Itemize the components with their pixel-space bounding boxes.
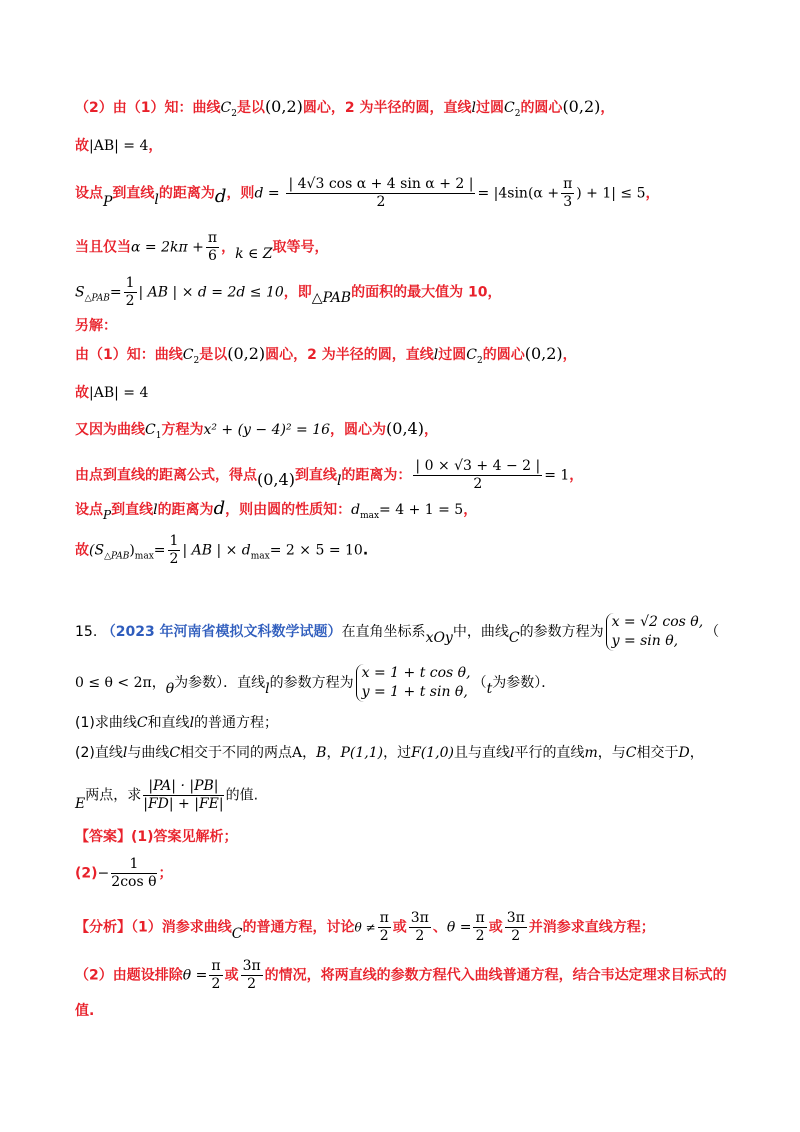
math-range: 0 ≤ θ < 2π — [75, 675, 152, 691]
text: 平行的直线 — [514, 745, 585, 761]
text: (2)直线 — [75, 745, 123, 761]
question-source: （2023 年河南省模拟文科数学试题） — [101, 624, 342, 640]
math-S: S — [75, 284, 85, 301]
text: 过圆 — [475, 100, 504, 116]
system-row: x = √2 cos θ, — [611, 614, 704, 630]
denominator: 6 — [208, 248, 217, 264]
system-row: y = 1 + t sin θ, — [361, 684, 468, 700]
text: 圆心，2 为半径的圆，直线 — [265, 347, 434, 363]
math-point: (0,2) — [524, 344, 563, 363]
denominator: 2 — [475, 928, 485, 944]
param-system-curve — [606, 613, 704, 651]
numerator: | 0 × √3 + 4 − 2 | — [415, 458, 541, 474]
text: 的距离为： — [341, 467, 412, 484]
math-l: l — [189, 715, 195, 731]
math-expr: = 2 × 5 = 10 — [269, 542, 363, 559]
text: 过圆 — [438, 347, 467, 363]
math-l: l — [509, 745, 515, 761]
numerator: 3π — [410, 910, 429, 926]
distance-fraction — [413, 458, 542, 493]
math-eq: = — [153, 542, 166, 559]
math-expr: | AB | × d — [182, 542, 251, 559]
analysis-line1 — [75, 910, 655, 945]
text: 两点，求 — [85, 787, 142, 804]
denominator: |FD| + |FE| — [143, 796, 224, 812]
text: 的距离为 — [158, 185, 215, 202]
question-15-part2 — [75, 742, 704, 764]
math-d: d — [214, 185, 227, 207]
math-point: (0,2) — [227, 344, 266, 363]
text: 的普通方程； — [194, 715, 279, 731]
text: ，即 — [283, 284, 312, 301]
pi-fraction — [561, 176, 574, 211]
denominator: 2 — [169, 551, 179, 567]
denominator: 2 — [415, 928, 425, 944]
math-theta: θ ≠ — [354, 920, 376, 935]
math-A: A — [292, 745, 303, 761]
text: ， — [148, 138, 163, 154]
question-15-line1 — [75, 613, 719, 651]
math-C: C — [136, 715, 148, 731]
math-sub: 2 — [514, 108, 521, 119]
numerator: π — [207, 230, 218, 246]
text: (1)答案见解析； — [131, 829, 238, 845]
param-system-line — [356, 664, 471, 702]
alt-solution-line1 — [75, 343, 577, 372]
text: ， — [463, 502, 478, 518]
text: 或 — [392, 919, 407, 936]
math-B: B — [316, 745, 327, 761]
math-t: t — [486, 681, 493, 697]
math-sub: max — [360, 510, 380, 521]
math-l: l — [153, 502, 158, 518]
answer-part2 — [75, 856, 173, 891]
math-sub: max — [134, 551, 154, 562]
math-xoy: xOy — [425, 630, 453, 646]
text: 的圆心 — [482, 347, 525, 363]
pi-fraction — [206, 230, 219, 265]
math-theta: θ = — [446, 919, 472, 936]
answer-label: 【答案】 — [75, 829, 131, 845]
math-S: (S — [89, 542, 105, 559]
question-15-line2 — [75, 664, 555, 702]
math-point: (0,4) — [257, 469, 295, 489]
math-circle-eq: x² + (y − 4)² = 16 — [203, 422, 331, 438]
text: 或 — [488, 919, 503, 936]
pi-fraction — [241, 958, 263, 993]
math-l: l — [471, 100, 476, 116]
text: (2) — [75, 865, 98, 882]
text: ， — [600, 100, 615, 116]
denominator: 2 — [379, 928, 389, 944]
math-l: l — [433, 347, 439, 363]
text: 的值. — [225, 787, 259, 804]
text: 另解： — [75, 318, 117, 334]
text: 的情况，将两直线的参数方程代入曲线普通方程，结合韦达定理求目标式的 — [264, 967, 727, 984]
math-C: C — [508, 630, 520, 646]
math-d: d — [213, 498, 226, 519]
math-eq: = — [109, 284, 122, 301]
alt-solution-ab — [75, 382, 148, 404]
denominator: 2 — [473, 476, 483, 492]
math-l: l — [154, 191, 159, 208]
math-sub: max — [250, 551, 270, 562]
text: 和直线 — [147, 715, 190, 731]
math-D: D — [678, 745, 690, 761]
alt-solution-result — [75, 533, 368, 568]
numerator: π — [211, 958, 221, 974]
alt-solution-circle — [75, 418, 438, 447]
math-expr: = 4 + 1 = 5 — [379, 502, 464, 518]
text: 的参数方程为 — [519, 624, 604, 640]
math-P: P(1,1) — [340, 745, 384, 761]
math-d: d — [351, 502, 361, 518]
text: 设点 — [75, 185, 103, 202]
math-sub: 2 — [193, 355, 200, 366]
text: 值. — [75, 1003, 95, 1019]
math-d-eq: d = — [254, 185, 280, 202]
system-row: x = 1 + t cos θ, — [361, 665, 471, 681]
denominator: 2 — [247, 976, 257, 992]
pi-fraction — [505, 910, 527, 945]
numerator: 1 — [169, 533, 179, 549]
alt-solution-distance — [75, 458, 583, 493]
text: 的圆心 — [520, 100, 563, 116]
math-point: (0,4) — [386, 419, 424, 438]
text: 相交于 — [636, 745, 679, 761]
text: (1)求曲线 — [75, 715, 137, 731]
denominator: 2 — [125, 293, 135, 309]
math-C: C — [220, 100, 232, 116]
text: 为参数）． — [492, 675, 556, 691]
math-m: m — [584, 745, 598, 761]
pi-fraction — [473, 910, 486, 945]
math-point: (0,2) — [264, 97, 303, 116]
text: ，则由圆的性质知： — [225, 502, 352, 518]
text: 故 — [75, 542, 89, 559]
math-l: l — [122, 745, 128, 761]
alt-solution-heading — [75, 315, 117, 337]
denominator: 2 — [511, 928, 521, 944]
text: 与曲线 — [127, 745, 170, 761]
denominator: 3 — [563, 194, 573, 210]
math-ab: |AB| = 4 — [89, 385, 149, 401]
alt-solution-dmax — [75, 498, 477, 527]
text: ， — [221, 239, 236, 256]
math-P: P — [103, 193, 113, 210]
solution-equality-line — [75, 230, 329, 265]
pi-fraction — [209, 958, 222, 993]
denominator: 2 — [376, 194, 386, 210]
text: ，则 — [226, 185, 255, 202]
numerator: | 4√3 cos α + 4 sin α + 2 | — [288, 176, 474, 192]
solution-area-line — [75, 275, 501, 310]
half-fraction — [124, 275, 137, 310]
math-expr: = |4sin(α + — [477, 185, 560, 202]
numerator: |PA| · |PB| — [143, 778, 223, 796]
math-theta: θ — [165, 681, 175, 697]
text: 为参数）．直线 — [174, 675, 266, 691]
text: （2）由（1）知：曲线 — [75, 100, 221, 116]
math-sub: 2 — [476, 355, 483, 366]
math-C: C — [231, 925, 243, 942]
math-F: F(1,0) — [411, 745, 454, 761]
math-C: C — [145, 422, 156, 438]
text: 相交于不同的两点 — [180, 745, 293, 761]
text: ， — [302, 745, 317, 761]
numerator: 1 — [111, 856, 156, 874]
question-15-part1 — [75, 712, 278, 734]
question-number: 15. — [75, 624, 98, 640]
half-fraction — [168, 533, 181, 568]
text: 又因为曲线 — [75, 422, 145, 438]
math-P: P — [103, 508, 112, 522]
text: （ — [472, 675, 487, 691]
text: 、 — [432, 919, 447, 936]
math-k: k ∈ Z — [235, 245, 273, 262]
system-row: y = sin θ, — [611, 633, 679, 649]
math-theta: θ = — [182, 967, 208, 984]
text: 是以 — [199, 347, 228, 363]
text: 到直线 — [112, 185, 155, 202]
text: 到直线 — [111, 502, 154, 518]
analysis-line2 — [75, 958, 727, 993]
text: 由（1）知：曲线 — [75, 347, 183, 363]
text: 方程为 — [161, 422, 204, 438]
text: 当且仅当 — [75, 239, 131, 256]
numerator: 3π — [242, 958, 261, 974]
text: 圆心，2 为半径的圆，直线 — [302, 100, 472, 116]
numerator: π — [563, 176, 573, 192]
text: 的普通方程，讨论 — [242, 919, 355, 936]
numerator: 3π — [506, 910, 525, 926]
math-paren: ) — [129, 542, 135, 559]
text: ， — [423, 422, 438, 438]
text: 或 — [224, 967, 239, 984]
math-point: (0,2) — [562, 97, 601, 116]
math-sub: 2 — [231, 108, 237, 119]
math-expr: | AB | × d = 2d ≤ 10 — [138, 284, 284, 301]
solution-line-ab — [75, 135, 162, 157]
text: 中，曲线 — [452, 624, 509, 640]
math-ab: |AB| = 4 — [89, 138, 149, 154]
math-expr: ) + 1| ≤ 5 — [576, 185, 646, 202]
math-alpha: α = 2kπ + — [131, 239, 204, 256]
text: ， — [326, 745, 341, 761]
text: ，圆心为 — [330, 422, 387, 438]
text: 的参数方程为 — [269, 675, 354, 691]
text: （1）消参求曲线 — [131, 919, 232, 936]
analysis-label: 【分析】 — [75, 919, 131, 936]
denominator: 2 — [211, 976, 221, 992]
math-sub: △PAB — [84, 293, 110, 304]
text: ，与 — [597, 745, 626, 761]
text: ， — [151, 675, 166, 691]
math-E: E — [75, 795, 86, 812]
distance-fraction — [286, 176, 475, 211]
text: 故 — [75, 138, 89, 154]
math-triangle: △PAB — [311, 289, 352, 306]
target-fraction — [143, 778, 223, 813]
text: 故 — [75, 385, 89, 401]
math-l: l — [265, 681, 270, 697]
math-C: C — [169, 745, 181, 761]
analysis-line3 — [75, 1000, 94, 1022]
solution-part2-line1 — [75, 96, 614, 125]
math-C: C — [625, 745, 637, 761]
math-minus: − — [97, 865, 110, 882]
math-C: C — [466, 347, 477, 363]
text: ， — [569, 467, 584, 484]
text: ， — [645, 185, 660, 202]
math-C: C — [503, 100, 515, 116]
answer-fraction — [111, 856, 156, 891]
solution-distance-line — [75, 176, 660, 211]
text: 在直角坐标系 — [341, 624, 426, 640]
math-C: C — [182, 347, 194, 363]
pi-fraction — [409, 910, 431, 945]
text: ； — [158, 865, 173, 882]
math-sub: 1 — [155, 430, 162, 441]
text: 的距离为 — [157, 502, 214, 518]
answer-heading — [75, 826, 238, 848]
text: 由点到直线的距离公式，得点 — [75, 467, 257, 484]
numerator: π — [379, 910, 389, 926]
text: 到直线 — [294, 467, 337, 484]
text: （ — [705, 624, 720, 640]
numerator: 1 — [125, 275, 135, 291]
math-sub: △PAB — [104, 551, 130, 562]
text: . — [362, 542, 369, 559]
text: （2）由题设排除 — [75, 967, 183, 984]
text: 设点 — [75, 502, 103, 518]
math-expr: = 1 — [544, 467, 570, 484]
math-l: l — [336, 472, 342, 489]
text: ， — [689, 745, 704, 761]
text: 的面积的最大值为 10， — [351, 284, 502, 301]
text: 是以 — [236, 100, 265, 116]
text: 并消参求直线方程； — [528, 919, 655, 936]
question-15-part2-cont — [75, 778, 258, 813]
text: 取等号， — [272, 239, 329, 256]
text: 且与直线 — [453, 745, 510, 761]
pi-fraction — [378, 910, 391, 945]
numerator: π — [475, 910, 485, 926]
text: ，过 — [383, 745, 412, 761]
denominator: 2cos θ — [111, 874, 157, 890]
text: ， — [562, 347, 577, 363]
